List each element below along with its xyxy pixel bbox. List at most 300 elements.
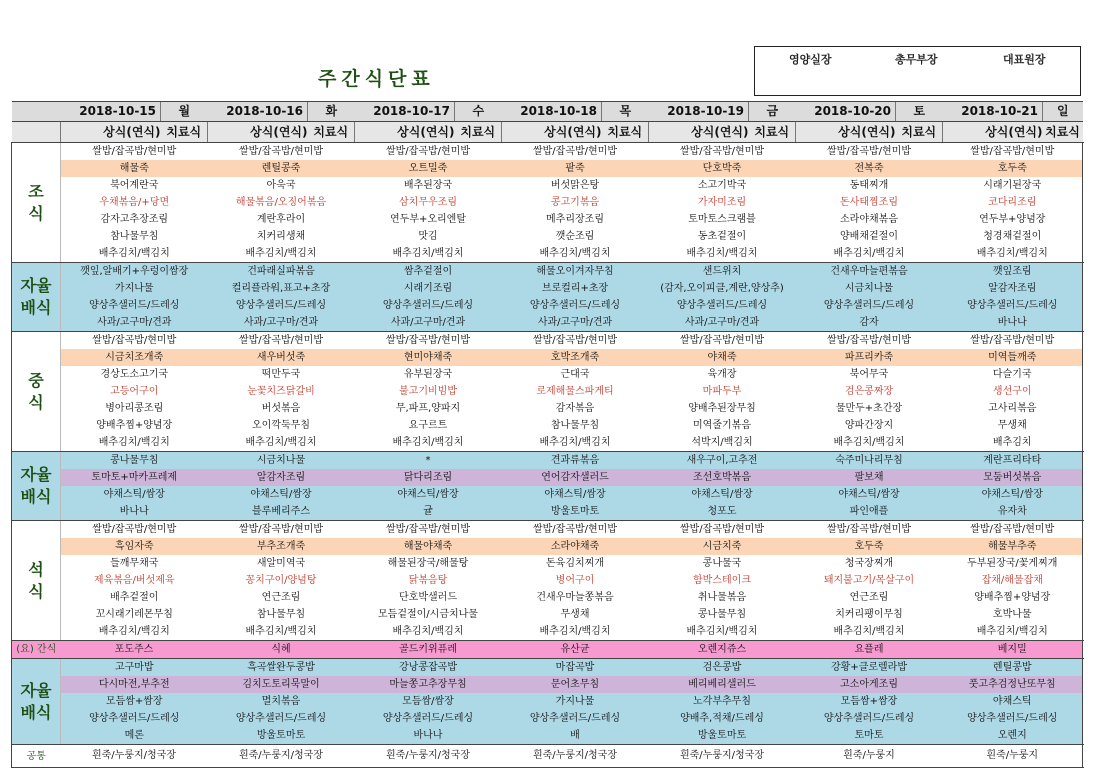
meal-section-label: [12, 143, 61, 263]
menu-cell: 꽁치구이/양념탕: [208, 572, 355, 589]
day-date: 2018-10-17: [355, 102, 455, 122]
menu-cell: 쌀밥/잡곡밥/현미밥: [649, 143, 796, 161]
menu-cell: 배추김치/백김치: [502, 623, 649, 641]
menu-cell: 돼지불고기/목살구이: [796, 572, 943, 589]
type-therapeutic-label: 치료식: [161, 122, 208, 143]
menu-cell: 사과/고구마/견과: [649, 314, 796, 332]
menu-cell: 계란프리타타: [943, 452, 1083, 470]
menu-cell: 유자차: [943, 503, 1083, 521]
menu-cell: 쌀밥/잡곡밥/현미밥: [208, 332, 355, 350]
menu-cell: 고등어구이: [61, 383, 208, 400]
menu-cell: 깻잎조림: [943, 263, 1083, 281]
menu-cell: 컬리플라워,표고+초장: [208, 280, 355, 297]
menu-cell: 돈육김치찌개: [502, 555, 649, 572]
menu-cell: 해물죽: [61, 160, 208, 177]
menu-cell: 모듬겉절이/시금치나물: [355, 606, 502, 623]
meal-section-label: [12, 332, 61, 452]
menu-cell: 모듬쌈+쌈장: [61, 693, 208, 710]
approval-director: 대표원장: [1003, 53, 1046, 66]
menu-cell: 새우버섯죽: [208, 349, 355, 366]
menu-cell: 호박나물: [943, 606, 1083, 623]
menu-cell: 포도주스: [61, 641, 208, 659]
menu-cell: 배추김치/백김치: [208, 434, 355, 452]
menu-row: [12, 641, 1083, 659]
menu-cell: 건새우마늘편볶음: [796, 263, 943, 281]
day-date: 2018-10-16: [208, 102, 308, 122]
menu-cell: 골드키위퓨레: [355, 641, 502, 659]
type-normal-label: 상식(연식): [502, 122, 602, 143]
menu-cell: *: [355, 452, 502, 470]
type-corner: [12, 122, 61, 143]
menu-cell: 김치도토리묵말이: [208, 676, 355, 693]
menu-cell: 검은콩밥: [649, 659, 796, 677]
menu-cell: 미역줄기볶음: [649, 417, 796, 434]
meal-section-label: [12, 263, 61, 332]
menu-cell: 콩나물무침: [61, 452, 208, 470]
menu-cell: 감자: [796, 314, 943, 332]
common-cell: 흰죽/누룽지/청국장: [208, 745, 355, 768]
menu-cell: 양배추된장무침: [649, 400, 796, 417]
menu-cell: 쌀밥/잡곡밥/현미밥: [796, 143, 943, 161]
menu-cell: 야채스틱/쌈장: [208, 486, 355, 503]
menu-cell: 양상추샐러드/드레싱: [649, 297, 796, 314]
menu-cell: 가자미조림: [649, 194, 796, 211]
menu-cell: 고소아게조림: [796, 676, 943, 693]
menu-cell: 야채스틱/쌈장: [943, 486, 1083, 503]
menu-row: [12, 417, 1083, 434]
menu-cell: 강낭콩잡곡밥: [355, 659, 502, 677]
menu-cell: 연근조림: [208, 589, 355, 606]
menu-cell: 해물볶음/오징어볶음: [208, 194, 355, 211]
menu-cell: 잡채/해물잡채: [943, 572, 1083, 589]
menu-cell: 양상추샐러드/드레싱: [61, 297, 208, 314]
menu-cell: 쌀밥/잡곡밥/현미밥: [61, 332, 208, 350]
menu-cell: 배추김치/백김치: [208, 623, 355, 641]
menu-cell: 떡만두국: [208, 366, 355, 383]
menu-cell: 쌀밥/잡곡밥/현미밥: [355, 332, 502, 350]
menu-cell: 풋고추검정난또무침: [943, 676, 1083, 693]
menu-cell: 청국장찌개: [796, 555, 943, 572]
menu-cell: 양상추샐러드/드레싱: [796, 710, 943, 727]
menu-cell: 쌀밥/잡곡밥/현미밥: [502, 332, 649, 350]
menu-row: [12, 332, 1083, 350]
menu-row: [12, 710, 1083, 727]
menu-cell: 야채스틱/쌈장: [796, 486, 943, 503]
menu-cell: 배추김치/백김치: [502, 245, 649, 263]
menu-cell: 다시마전,부추전: [61, 676, 208, 693]
menu-row: [12, 452, 1083, 470]
menu-cell: 가지나물: [61, 280, 208, 297]
menu-cell: 양상추샐러드/드레싱: [208, 710, 355, 727]
menu-cell: 노각부추무침: [649, 693, 796, 710]
day-date: 2018-10-21: [943, 102, 1043, 122]
menu-cell: 새알미역국: [208, 555, 355, 572]
menu-cell: 콩고기볶음: [502, 194, 649, 211]
menu-cell: 팥죽: [502, 160, 649, 177]
menu-cell: 유산균: [502, 641, 649, 659]
menu-cell: 쌀밥/잡곡밥/현미밥: [943, 332, 1083, 350]
menu-cell: 바나나: [61, 503, 208, 521]
weekly-menu-table: [11, 101, 1083, 768]
menu-cell: 베지밀: [943, 641, 1083, 659]
menu-cell: 흑곡쌀완두콩밥: [208, 659, 355, 677]
menu-cell: 귤: [355, 503, 502, 521]
page-title: 주간식단표: [318, 68, 435, 90]
menu-row: [12, 194, 1083, 211]
menu-cell: 동초겉절이: [649, 228, 796, 245]
type-therapeutic-label: 치료식: [308, 122, 355, 143]
menu-cell: 양배추찜+양념장: [61, 417, 208, 434]
menu-row: [12, 177, 1083, 194]
menu-cell: 고구마밥: [61, 659, 208, 677]
common-cell: 흰죽/누룽지: [943, 745, 1083, 768]
menu-cell: 참나물무침: [61, 228, 208, 245]
menu-cell: 양상추샐러드/드레싱: [61, 710, 208, 727]
menu-cell: 렌틸콩밥: [943, 659, 1083, 677]
menu-row: [12, 555, 1083, 572]
menu-cell: 들깨무채국: [61, 555, 208, 572]
menu-cell: 콩나물무침: [649, 606, 796, 623]
menu-cell: 바나나: [943, 314, 1083, 332]
menu-cell: 다슬기국: [943, 366, 1083, 383]
menu-cell: 파인애플: [796, 503, 943, 521]
menu-cell: 모듬쌈+쌈장: [796, 693, 943, 710]
menu-cell: 시금치나물: [208, 452, 355, 470]
menu-cell: 야채스틱: [943, 693, 1083, 710]
menu-cell: 깻잎,알배기+우렁이쌈장: [61, 263, 208, 281]
meal-section-label-line: 배식: [20, 298, 52, 317]
menu-cell: 양상추샐러드/드레싱: [943, 297, 1083, 314]
menu-cell: 양상추샐러드/드레싱: [355, 297, 502, 314]
menu-cell: 팔보채: [796, 469, 943, 486]
menu-cell: 병어구이: [502, 572, 649, 589]
menu-cell: 쌀밥/잡곡밥/현미밥: [355, 143, 502, 161]
menu-row: [12, 228, 1083, 245]
menu-cell: 야채스틱/쌈장: [355, 486, 502, 503]
menu-cell: 사과/고구마/견과: [61, 314, 208, 332]
menu-cell: 배추김치/백김치: [943, 623, 1083, 641]
menu-cell: 부추조개죽: [208, 538, 355, 555]
menu-cell: 불고기비빔밥: [355, 383, 502, 400]
menu-cell: 야채죽: [649, 349, 796, 366]
menu-cell: 야채스틱/쌈장: [61, 486, 208, 503]
menu-cell: 오트밀죽: [355, 160, 502, 177]
menu-cell: 쌀밥/잡곡밥/현미밥: [61, 521, 208, 539]
common-cell: 흰죽/누룽지: [796, 745, 943, 768]
menu-row: [12, 521, 1083, 539]
menu-cell: 양상추샐러드/드레싱: [208, 297, 355, 314]
menu-cell: 물만두+초간장: [796, 400, 943, 417]
menu-cell: 양배채겉절이: [796, 228, 943, 245]
menu-row: [12, 572, 1083, 589]
menu-cell: 쌀밥/잡곡밥/현미밥: [796, 521, 943, 539]
menu-cell: 배추김치/백김치: [355, 245, 502, 263]
menu-cell: 토마토: [796, 727, 943, 745]
menu-cell: 식혜: [208, 641, 355, 659]
menu-cell: 흑임자죽: [61, 538, 208, 555]
menu-cell: 마파두부: [649, 383, 796, 400]
menu-cell: 함박스테이크: [649, 572, 796, 589]
menu-cell: 양배추찜+양념장: [943, 589, 1083, 606]
menu-cell: 호박조개죽: [502, 349, 649, 366]
menu-cell: 배: [502, 727, 649, 745]
menu-cell: 건파래실파볶음: [208, 263, 355, 281]
meal-section-label-line: 자율: [20, 465, 52, 484]
header-corner: [12, 102, 61, 122]
menu-cell: 양상추샐러드/드레싱: [502, 710, 649, 727]
menu-cell: 모둠버섯볶음: [943, 469, 1083, 486]
menu-cell: 양배추,적채/드레싱: [649, 710, 796, 727]
menu-cell: 전복죽: [796, 160, 943, 177]
menu-cell: 모듬쌈/쌈장: [355, 693, 502, 710]
menu-cell: 무생채: [502, 606, 649, 623]
menu-cell: 새우구이,고추전: [649, 452, 796, 470]
menu-cell: 멸치볶음: [208, 693, 355, 710]
menu-cell: 배추김치/백김치: [61, 434, 208, 452]
menu-cell: 소고기박국: [649, 177, 796, 194]
meal-section-label-line: 식: [28, 581, 44, 601]
day-date: 2018-10-15: [61, 102, 161, 122]
menu-cell: 토마토스크램블: [649, 211, 796, 228]
menu-cell: 호두죽: [943, 160, 1083, 177]
menu-cell: 소라야채볶음: [796, 211, 943, 228]
menu-cell: 양상추샐러드/드레싱: [355, 710, 502, 727]
menu-cell: 양상추샐러드/드레싱: [796, 297, 943, 314]
menu-row: [12, 280, 1083, 297]
meal-section-label: [12, 641, 61, 659]
menu-cell: 근대국: [502, 366, 649, 383]
menu-cell: 마잡곡밥: [502, 659, 649, 677]
menu-row: [12, 727, 1083, 745]
date-header-row: [12, 102, 1083, 122]
menu-cell: 사과/고구마/견과: [208, 314, 355, 332]
menu-cell: 토마토+마카프레제: [61, 469, 208, 486]
menu-cell: 조선호박볶음: [649, 469, 796, 486]
menu-cell: 쌀밥/잡곡밥/현미밥: [943, 521, 1083, 539]
menu-cell: 감자볶음: [502, 400, 649, 417]
menu-cell: 가지나물: [502, 693, 649, 710]
meal-section-label-line: 석: [28, 559, 44, 579]
menu-cell: 쌀밥/잡곡밥/현미밥: [208, 521, 355, 539]
menu-cell: 꼬시래기레몬무침: [61, 606, 208, 623]
menu-cell: 메추리장조림: [502, 211, 649, 228]
approval-general-manager: 총무부장: [895, 53, 938, 66]
meal-section-label: [12, 521, 61, 641]
type-normal-label: 상식(연식): [943, 122, 1043, 143]
day-date: 2018-10-20: [796, 102, 896, 122]
menu-cell: 양상추샐러드/드레싱: [943, 710, 1083, 727]
menu-cell: 돈사태찜조림: [796, 194, 943, 211]
common-label: 공통: [12, 745, 61, 768]
menu-cell: 버섯맑은탕: [502, 177, 649, 194]
menu-cell: 경상도소고기국: [61, 366, 208, 383]
menu-cell: 연근조림: [796, 589, 943, 606]
day-of-week: 목: [602, 102, 649, 122]
menu-cell: 배추김치/백김치: [208, 245, 355, 263]
meal-section-label-line: 식: [28, 392, 44, 412]
meal-section-label-line: 식: [28, 203, 44, 223]
meal-section-label-line: 자율: [20, 276, 52, 295]
menu-cell: 참나물무침: [208, 606, 355, 623]
menu-cell: 시래기된장국: [943, 177, 1083, 194]
menu-cell: 청경채겉절이: [943, 228, 1083, 245]
menu-cell: 소라야채죽: [502, 538, 649, 555]
common-cell: 흰죽/누룽지/청국장: [649, 745, 796, 768]
menu-cell: 배추김치/백김치: [649, 245, 796, 263]
menu-cell: 시금치죽: [649, 538, 796, 555]
menu-cell: 바나나: [355, 727, 502, 745]
menu-cell: 단호박샐러드: [355, 589, 502, 606]
menu-cell: 생선구이: [943, 383, 1083, 400]
menu-cell: 사과/고구마/견과: [355, 314, 502, 332]
menu-cell: 마늘쫑고추장무침: [355, 676, 502, 693]
menu-cell: 취나물볶음: [649, 589, 796, 606]
menu-cell: 아욱국: [208, 177, 355, 194]
menu-cell: 숙주미나리무침: [796, 452, 943, 470]
menu-cell: 쌀밥/잡곡밥/현미밥: [61, 143, 208, 161]
menu-row: [12, 160, 1083, 177]
menu-cell: 로제해물스파게티: [502, 383, 649, 400]
meal-section-label-line: 배식: [20, 702, 52, 722]
menu-cell: 쌀밥/잡곡밥/현미밥: [796, 332, 943, 350]
menu-cell: 배추겉절이: [61, 589, 208, 606]
meal-section-label-line: 자율: [20, 680, 52, 700]
common-cell: 흰죽/누룽지/청국장: [355, 745, 502, 768]
menu-row: [12, 143, 1083, 161]
menu-cell: 요구르트: [355, 417, 502, 434]
menu-cell: 배추김치/백김치: [355, 434, 502, 452]
menu-cell: 쌀밥/잡곡밥/현미밥: [355, 521, 502, 539]
menu-cell: 검은콩짜장: [796, 383, 943, 400]
menu-row: [12, 659, 1083, 677]
menu-cell: 시래기조림: [355, 280, 502, 297]
menu-row: [12, 211, 1083, 228]
menu-cell: 배추된장국: [355, 177, 502, 194]
menu-cell: 배추김치: [943, 434, 1083, 452]
menu-row: [12, 589, 1083, 606]
menu-cell: 고사리볶음: [943, 400, 1083, 417]
meal-type-header-row: [12, 122, 1083, 143]
approval-nutrition-head: 영양실장: [789, 53, 832, 66]
menu-cell: 유부된장국: [355, 366, 502, 383]
menu-cell: 메론: [61, 727, 208, 745]
type-therapeutic-label: 치료식: [455, 122, 502, 143]
meal-section-label-line: 배식: [20, 487, 52, 506]
menu-row: [12, 366, 1083, 383]
day-of-week: 일: [1043, 102, 1083, 122]
menu-cell: 콩나물국: [649, 555, 796, 572]
menu-cell: 무,파프,양파지: [355, 400, 502, 417]
menu-cell: 블루베리주스: [208, 503, 355, 521]
menu-cell: 연두부+양념장: [943, 211, 1083, 228]
menu-cell: 알감자조림: [208, 469, 355, 486]
menu-cell: 배추김치/백김치: [796, 434, 943, 452]
menu-cell: 강황+클로렐라밥: [796, 659, 943, 677]
menu-cell: 샌드위치: [649, 263, 796, 281]
menu-cell: 시금치나물: [796, 280, 943, 297]
menu-row: [12, 434, 1083, 452]
menu-cell: 닭다리조림: [355, 469, 502, 486]
type-therapeutic-label: 치료식: [749, 122, 796, 143]
menu-cell: 코다리조림: [943, 194, 1083, 211]
menu-cell: 제육볶음/버섯제육: [61, 572, 208, 589]
menu-cell: 석박지/백김치: [649, 434, 796, 452]
menu-cell: 두부된장국/꽃게찌개: [943, 555, 1083, 572]
menu-row: [12, 383, 1083, 400]
menu-row: [12, 503, 1083, 521]
menu-cell: 배추김치/백김치: [502, 434, 649, 452]
menu-cell: 닭볶음탕: [355, 572, 502, 589]
menu-cell: 해물오이겨자무침: [502, 263, 649, 281]
approval-box: [754, 46, 1081, 96]
menu-cell: 배추김치/백김치: [796, 623, 943, 641]
type-therapeutic-label: 치료식: [602, 122, 649, 143]
menu-cell: 눈꽃치즈닭갈비: [208, 383, 355, 400]
menu-row: [12, 538, 1083, 555]
common-footer-row: [12, 745, 1083, 768]
menu-cell: 연어감자샐러드: [502, 469, 649, 486]
menu-cell: 쌀밥/잡곡밥/현미밥: [649, 521, 796, 539]
menu-cell: 요플레: [796, 641, 943, 659]
menu-cell: 감자고추장조림: [61, 211, 208, 228]
menu-cell: 해물야채죽: [355, 538, 502, 555]
type-normal-label: 상식(연식): [649, 122, 749, 143]
menu-cell: 맛김: [355, 228, 502, 245]
menu-cell: 쌀밥/잡곡밥/현미밥: [502, 143, 649, 161]
menu-row: [12, 245, 1083, 263]
menu-cell: 파프리카죽: [796, 349, 943, 366]
menu-cell: 배추김치/백김치: [61, 245, 208, 263]
menu-row: [12, 400, 1083, 417]
menu-cell: 해물된장국/해물탕: [355, 555, 502, 572]
common-cell: 흰죽/누룽지/청국장: [502, 745, 649, 768]
common-cell: 흰죽/누룽지/청국장: [61, 745, 208, 768]
menu-cell: 쌈추겉절이: [355, 263, 502, 281]
menu-cell: 배추김치/백김치: [943, 245, 1083, 263]
menu-cell: 쌀밥/잡곡밥/현미밥: [502, 521, 649, 539]
menu-cell: 배추김치/백김치: [355, 623, 502, 641]
menu-cell: 참나물무침: [502, 417, 649, 434]
menu-cell: 쌀밥/잡곡밥/현미밥: [943, 143, 1083, 161]
type-therapeutic-label: 치료식: [1043, 122, 1083, 143]
meal-section-label-line: 중: [28, 370, 44, 390]
menu-cell: 청포도: [649, 503, 796, 521]
menu-cell: 단호박죽: [649, 160, 796, 177]
menu-cell: (감자,오이피클,계란,양상추): [649, 280, 796, 297]
menu-cell: 오이깍둑무침: [208, 417, 355, 434]
menu-cell: 호두죽: [796, 538, 943, 555]
menu-row: [12, 263, 1083, 281]
day-of-week: 수: [455, 102, 502, 122]
type-therapeutic-label: 치료식: [896, 122, 943, 143]
menu-row: [12, 693, 1083, 710]
menu-cell: 북어무국: [796, 366, 943, 383]
menu-cell: 배추김치/백김치: [649, 623, 796, 641]
menu-cell: 양상추샐러드/드레싱: [502, 297, 649, 314]
menu-cell: 쌀밥/잡곡밥/현미밥: [649, 332, 796, 350]
menu-cell: 연두부+오리엔탈: [355, 211, 502, 228]
menu-cell: 배추김치/백김치: [796, 245, 943, 263]
menu-cell: 북어계란국: [61, 177, 208, 194]
menu-cell: 베리베리샐러드: [649, 676, 796, 693]
meal-section-label: [12, 452, 61, 521]
menu-cell: 현미야채죽: [355, 349, 502, 366]
menu-cell: 미역들깨죽: [943, 349, 1083, 366]
menu-row: [12, 676, 1083, 693]
menu-cell: 배추김치/백김치: [61, 623, 208, 641]
menu-cell: 버섯볶음: [208, 400, 355, 417]
menu-cell: 우채볶음/+당면: [61, 194, 208, 211]
